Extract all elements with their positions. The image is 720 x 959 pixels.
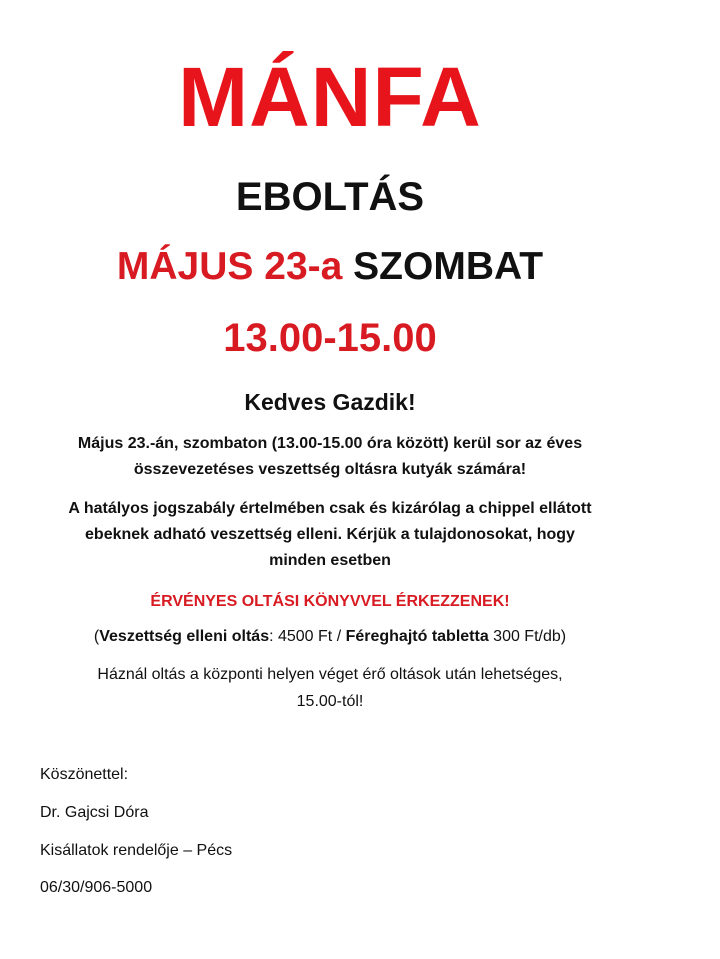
price-label-vaccine: Veszettség elleni oltás bbox=[99, 628, 270, 645]
price-line bbox=[0, 624, 660, 650]
price-value-vaccine: : 4500 Ft / bbox=[269, 628, 346, 645]
paragraph-regulation-line: minden esetben bbox=[269, 552, 391, 569]
home-vaccination-note bbox=[30, 661, 630, 715]
paragraph-regulation-line: A hatályos jogszabály értelmében csak és kizárólag a chippel ellátott bbox=[68, 500, 592, 517]
paragraph-regulation-line: ebeknek adható veszettség elleni. Kérjük a tulajdonosokat, hogy bbox=[85, 526, 575, 543]
poster-subtitle: EBOLTÁS bbox=[235, 175, 425, 219]
greeting: Kedves Gazdik! bbox=[244, 389, 416, 415]
signature-name: Dr. Gajcsi Dóra bbox=[40, 804, 149, 821]
home-note-line: 15.00-tól! bbox=[296, 693, 364, 710]
signature-clinic: Kisállatok rendelője – Pécs bbox=[40, 842, 233, 859]
paragraph-regulation bbox=[30, 496, 630, 574]
price-value-tablet: 300 Ft/db) bbox=[488, 628, 567, 645]
paragraph-intro-line: összevezetéses veszettség oltásra kutyák számára! bbox=[133, 461, 527, 478]
warning-text: ÉRVÉNYES OLTÁSI KÖNYVVEL ÉRKEZZENEK! bbox=[150, 593, 510, 610]
paragraph-intro bbox=[30, 431, 630, 483]
paragraph-intro-line: Május 23.-án, szombaton (13.00-15.00 óra között) kerül sor az éves bbox=[77, 435, 583, 452]
home-note-line: Háznál oltás a központi helyen véget érő oltások után lehetséges, bbox=[97, 666, 563, 683]
price-label-tablet: Féreghajtó tabletta bbox=[345, 628, 489, 645]
signature-thanks: Köszönettel: bbox=[40, 766, 129, 783]
event-time: 13.00-15.00 bbox=[223, 316, 437, 360]
event-date-day: MÁJUS 23-a bbox=[116, 245, 343, 288]
price-open: ( bbox=[93, 628, 100, 645]
signature-phone: 06/30/906-5000 bbox=[40, 879, 153, 896]
event-date-weekday: SZOMBAT bbox=[353, 245, 544, 288]
event-date bbox=[0, 244, 660, 290]
poster-title: MÁNFA bbox=[178, 50, 482, 144]
